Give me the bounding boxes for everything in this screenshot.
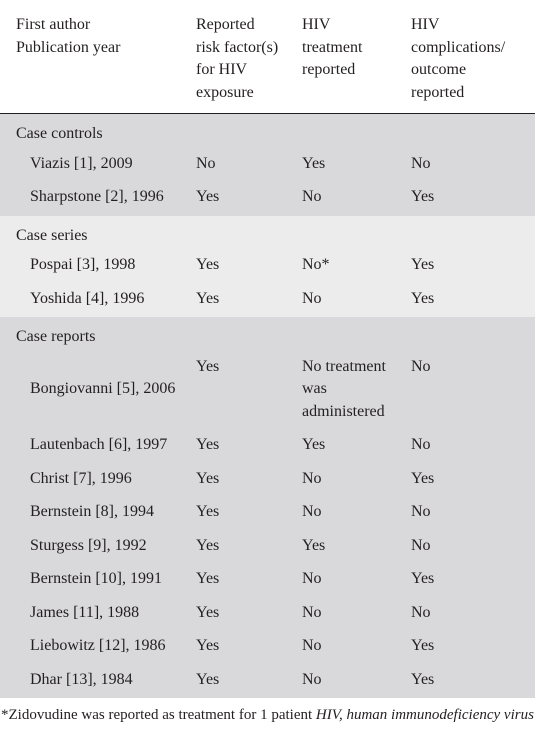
risk-cell: No (190, 149, 296, 183)
table-row (0, 430, 535, 464)
treatment-cell: No (296, 564, 405, 598)
study-cell: Bernstein [8], 1994 (0, 497, 190, 531)
footnote-text: *Zidovudine was reported as treatment for 1 patient (1, 707, 316, 723)
outcome-cell: No (405, 531, 535, 565)
outcome-cell: No (405, 149, 535, 183)
treatment-cell: No treatment was administered (296, 352, 405, 431)
risk-cell: Yes (190, 497, 296, 531)
table-row (0, 284, 535, 318)
study-cell: Bongiovanni [5], 2006 (0, 352, 190, 431)
section-case-controls (0, 114, 535, 216)
risk-cell: Yes (190, 631, 296, 665)
treatment-cell: Yes (296, 430, 405, 464)
table-row (0, 631, 535, 665)
table-row (0, 250, 535, 284)
table-row (0, 665, 535, 699)
study-cell: Bernstein [10], 1991 (0, 564, 190, 598)
table-row (0, 182, 535, 216)
treatment-cell: No (296, 665, 405, 699)
risk-cell: Yes (190, 250, 296, 284)
risk-cell: Yes (190, 598, 296, 632)
study-cell: Pospai [3], 1998 (0, 250, 190, 284)
section-header-row (0, 216, 535, 251)
table-row (0, 564, 535, 598)
study-cell: Viazis [1], 2009 (0, 149, 190, 183)
header-first-author: First author Publication year (0, 0, 190, 114)
treatment-cell: Yes (296, 531, 405, 565)
outcome-cell: No (405, 352, 535, 431)
outcome-cell: Yes (405, 631, 535, 665)
header-risk-factors: Reported risk factor(s) for HIV exposure (190, 0, 296, 114)
treatment-cell: Yes (296, 149, 405, 183)
section-title: Case controls (0, 114, 535, 149)
study-cell: Dhar [13], 1984 (0, 665, 190, 699)
section-title: Case series (0, 216, 535, 251)
study-cell: Lautenbach [6], 1997 (0, 430, 190, 464)
outcome-cell: Yes (405, 182, 535, 216)
header-complications: HIV complications/ outcome reported (405, 0, 535, 114)
outcome-cell: Yes (405, 665, 535, 699)
section-case-series (0, 216, 535, 318)
treatment-cell: No* (296, 250, 405, 284)
treatment-cell: No (296, 464, 405, 498)
outcome-cell: Yes (405, 250, 535, 284)
treatment-cell: No (296, 598, 405, 632)
study-cell: Liebowitz [12], 1986 (0, 631, 190, 665)
study-cell: James [11], 1988 (0, 598, 190, 632)
outcome-cell: Yes (405, 464, 535, 498)
section-header-row (0, 317, 535, 352)
header-row (0, 0, 535, 114)
outcome-cell: No (405, 497, 535, 531)
outcome-cell: No (405, 598, 535, 632)
outcome-cell: No (405, 430, 535, 464)
risk-cell: Yes (190, 464, 296, 498)
header-treatment: HIV treatment reported (296, 0, 405, 114)
footnote-abbreviation: HIV, human immunodeficiency virus (315, 707, 534, 723)
section-title: Case reports (0, 317, 535, 352)
risk-cell: Yes (190, 284, 296, 318)
treatment-cell: No (296, 631, 405, 665)
study-cell: Yoshida [4], 1996 (0, 284, 190, 318)
study-cell: Sharpstone [2], 1996 (0, 182, 190, 216)
table-row (0, 464, 535, 498)
risk-cell: Yes (190, 352, 296, 431)
treatment-cell: No (296, 497, 405, 531)
table-row (0, 352, 535, 431)
risk-cell: Yes (190, 564, 296, 598)
table-row (0, 149, 535, 183)
outcome-cell: Yes (405, 284, 535, 318)
section-header-row (0, 114, 535, 149)
table-row (0, 598, 535, 632)
table-row (0, 497, 535, 531)
risk-cell: Yes (190, 430, 296, 464)
risk-cell: Yes (190, 531, 296, 565)
outcome-cell: Yes (405, 564, 535, 598)
table-row (0, 531, 535, 565)
risk-cell: Yes (190, 182, 296, 216)
treatment-cell: No (296, 284, 405, 318)
table-footnote (1, 705, 534, 726)
study-cell: Christ [7], 1996 (0, 464, 190, 498)
risk-cell: Yes (190, 665, 296, 699)
section-case-reports (0, 317, 535, 698)
treatment-cell: No (296, 182, 405, 216)
study-cell: Sturgess [9], 1992 (0, 531, 190, 565)
